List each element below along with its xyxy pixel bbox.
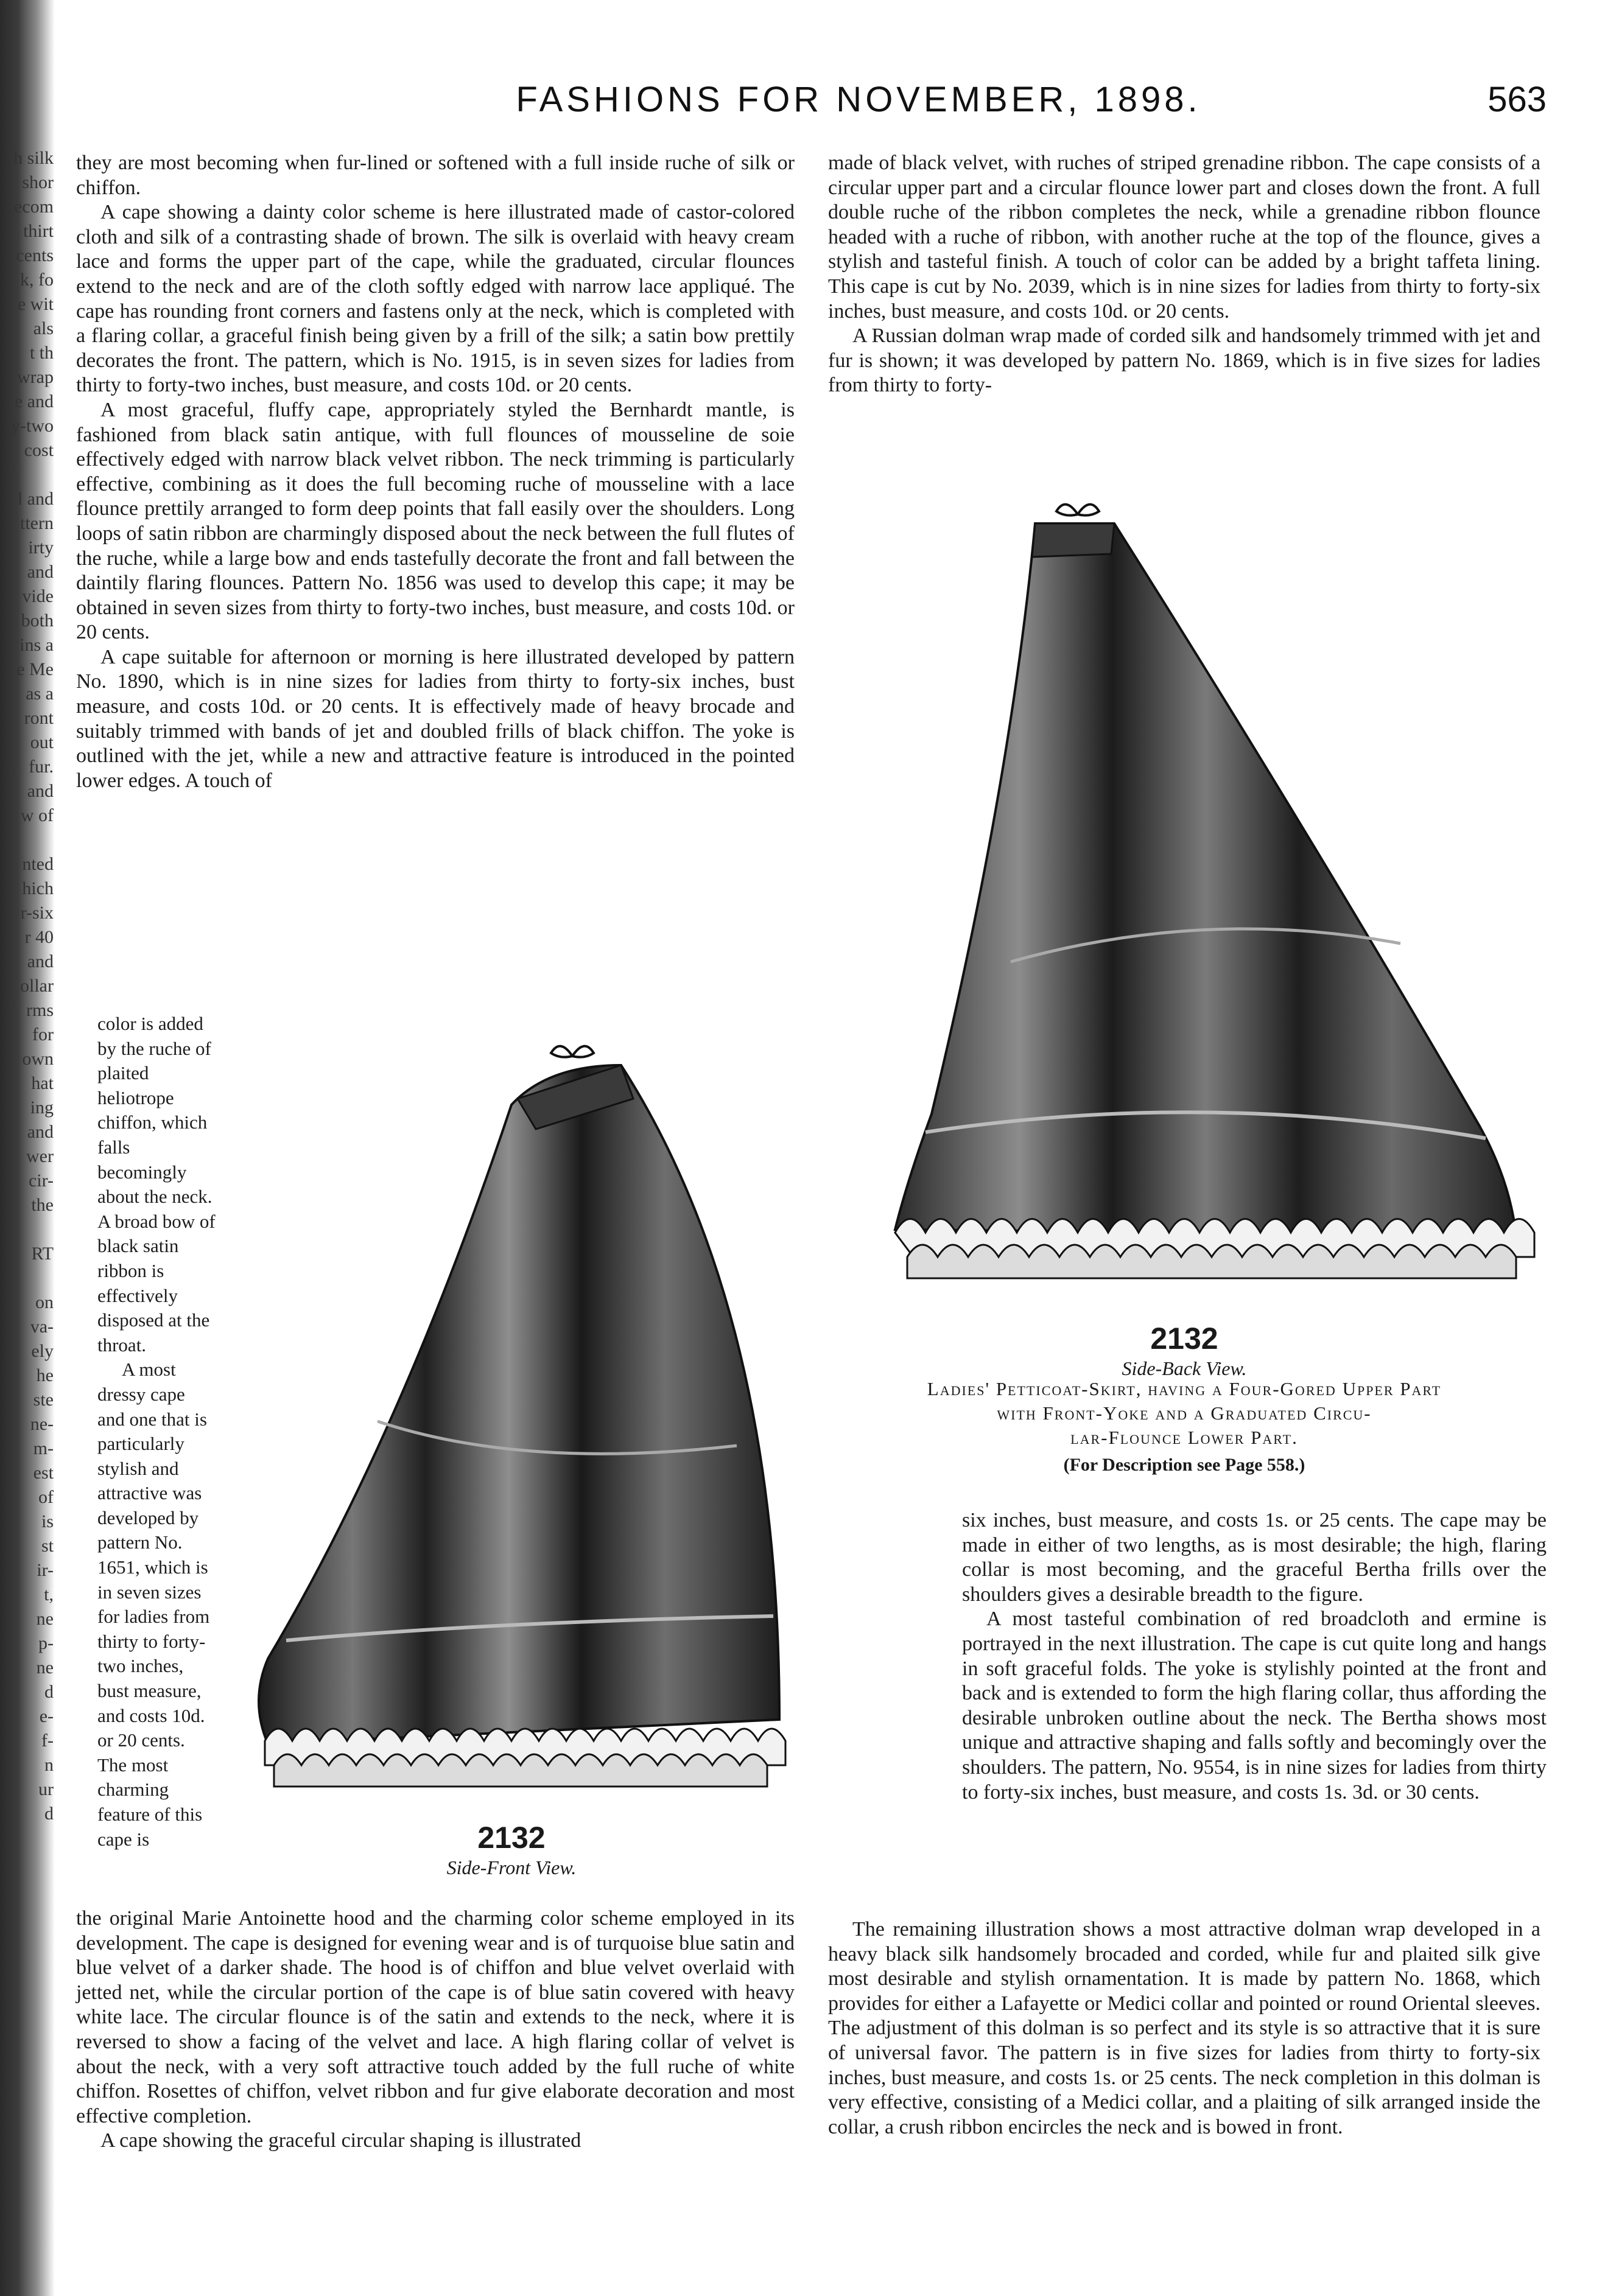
paragraph: A cape showing the graceful circular shaping is illustrated [100, 2129, 581, 2152]
paragraph: A most tasteful combination of red broadcloth and ermine is portrayed in the next illustration. The cape is cut quite long and hangs in soft graceful folds. The yoke is stylishly pointed at the front and back and is extended to form the high flaring collar, thus affording the desirable unbroken outline about the neck. The Bertha shows most unique and attractive shaping and falls softly and becomingly over the shoulders. The pattern, No. 9554, is in nine sizes for ladies from thirty to forty-six inches, bust measure, and costs 1s. 3d. or 30 cents. [962, 1608, 1547, 1804]
petticoat-caption-block [828, 1377, 1540, 1493]
paragraph: A most graceful, fluffy cape, appropriately styled the Bernhardt mantle, is fashioned from black satin antique, with full flounces of mousseline de soie effectively edged with narrow black velvet ribbon. The neck trimming is particularly effective, combining as it does the full becoming ruche of mousseline with a lace flounce prettily arranged to form deep points that fall easily over the shoulders. Long loops of satin ribbon are charmingly disposed about the neck between the full flutes of the ruche, while a large bow and ends tastefully decorate the front and fall between the daintily flaring flounces. Pattern No. 1856 was used to develop this cape; it may be obtained in seven sizes from thirty to forty-two inches, bust measure, and costs 10d. or 20 cents. [76, 398, 795, 644]
right-bottom-column [962, 1508, 1547, 1805]
figure-number: 2132 [477, 1821, 546, 1855]
petticoat-side-back-figure [828, 481, 1540, 1379]
bottom-left-column [76, 1906, 795, 2154]
adjacent-page-fragments: h silk shor ecom thirt cents k, fo e wit als t th wrap e and y-two cost l and ttern irty and vide both ins a e Me as a ront out fur. and w of nted hich r-six r 40 and ollar rms for own hat ing and wer cir- the RT on va- ely he ste ne- m- est of is st ir- t, ne p- ne d e- f- n ur d [11, 148, 54, 1824]
paragraph: the original Marie Antoinette hood and the charming color scheme employed in its development. The cape is designed for evening wear and is of turquoise blue satin and blue velvet of a darker shade. The hood is of chiffon and blue velvet overlaid with jetted net, while the circular portion of the cape is of blue satin covered with heavy white lace. The circular flounce is of the satin and extends to the neck, where it is reversed to show a facing of the velvet and lace. A high flaring collar of velvet is about the neck, with a very soft attractive touch added by the full ruche of white chiffon. Rosettes of chiffon, velvet ribbon and fur give elaborate decoration and most effective completion. [76, 1907, 795, 2127]
figure-reference: (For Description see Page 558.) [1063, 1455, 1305, 1475]
figure-view-label: Side-Back View. [1122, 1357, 1247, 1379]
paragraph: A Russian dolman wrap made of corded silk and handsomely trimmed with jet and fur is shown; it was developed by pattern No. 1869, which is in five sizes for ladies from thirty to forty- [828, 324, 1540, 397]
figure-caption-line: with Front-Yoke and a Graduated Circu- [997, 1402, 1372, 1424]
figure-view-label: Side-Front View. [446, 1857, 577, 1878]
figure-caption-line: lar-Flounce Lower Part. [1070, 1427, 1298, 1448]
paragraph: A cape showing a dainty color scheme is here illustrated made of castor-colored cloth and silk of a contrasting shade of brown. The silk is overlaid with heavy cream lace and forms the upper part of the cape, while the graduated, circular flounces extend to the neck and are of the cloth softly edged with narrow lace appliqué. The cape has rounding front corners and fastens only at the neck, which is completed with a flaring collar, a graceful finish being given by a frill of the silk; a satin bow prettily decorates the front. The pattern, which is No. 1915, is in seven sizes for ladies from thirty to forty-two inches, bust measure, and costs 10d. or 20 cents. [76, 201, 795, 397]
paragraph: A most dressy cape and one that is particularly stylish and attractive was developed by pattern No. 1651, which is in seven sizes for ladies from thirty to forty-two inches, bust measure, and costs 10d. or 20 cents. The most charming feature of this cape is [97, 1359, 210, 1850]
paragraph: The remaining illustration shows a most attractive dolman wrap developed in a heavy black silk handsomely brocaded and corded, while fur and plaited silk give most desirable and stylish ornamentation. It is made by pattern No. 1868, which provides for either a Lafayette or Medici collar and pointed or round Oriental sleeves. The adjustment of this dolman is so perfect and its style is so attractive that it is sure of universal favor. The pattern is in five sizes for ladies from thirty to forty-six inches, bust measure, and costs 1s. or 25 cents. The neck completion in this dolman is very effective, consisting of a Medici collar, and a plaiting of silk arranged inside the collar, a crush ribbon encircles the neck and is bowed in front. [828, 1918, 1540, 2138]
paragraph: A cape suitable for afternoon or morning is here illustrated developed by pattern No. 1890, which is in nine sizes for ladies from thirty to forty-six inches, bust measure, and costs 10d. or 20 cents. It is effectively made of heavy brocade and suitably trimmed with bands of jet and doubled frills of black chiffon. The yoke is outlined with the jet, while a new and attractive feature is introduced in the pointed lower edges. A touch of [76, 645, 795, 792]
left-column [76, 151, 795, 793]
paragraph: color is added by the ruche of plaited heliotrope chiffon, which falls becomingly about the neck. A broad bow of black satin ribbon is effectively disposed at the throat. [97, 1013, 216, 1356]
narrow-column [97, 1012, 216, 1852]
paragraph: made of black velvet, with ruches of striped grenadine ribbon. The cape consists of a circular upper part and a circular flounce lower part and closes down the front. A full double ruche of the ribbon completes the neck, while a grenadine ribbon flounce headed with a ruche of ribbon, with another ruche at the top of the flounce, gives a stylish and tasteful finish. A touch of color can be added by a bright taffeta lining. This cape is cut by No. 2039, which is in nine sizes for ladies from thirty to forty-six inches, bust measure, and costs 10d. or 20 cents. [828, 152, 1540, 323]
right-bottom-full-column [828, 1917, 1540, 2140]
page-number: 563 [1487, 80, 1547, 119]
right-top-column [828, 151, 1540, 398]
petticoat-back-illustration [828, 481, 1540, 1321]
page-title: FASHIONS FOR NOVEMBER, 1898. [516, 80, 1201, 119]
petticoat-side-front-figure [231, 1007, 792, 1878]
figure-number: 2132 [1150, 1321, 1218, 1356]
petticoat-front-illustration [231, 1007, 792, 1820]
paragraph: they are most becoming when fur-lined or softened with a full inside ruche of silk or chiffon. [76, 152, 795, 199]
figure-caption-line: Ladies' Petticoat-Skirt, having a Four-Gored Upper Part [927, 1378, 1442, 1399]
paragraph: six inches, bust measure, and costs 1s. or 25 cents. The cape may be made in either of two lengths, as is most desirable; the high, flaring collar is most becoming, and the graceful Bertha frills over the shoulders gives a desirable breadth to the figure. [962, 1509, 1547, 1606]
